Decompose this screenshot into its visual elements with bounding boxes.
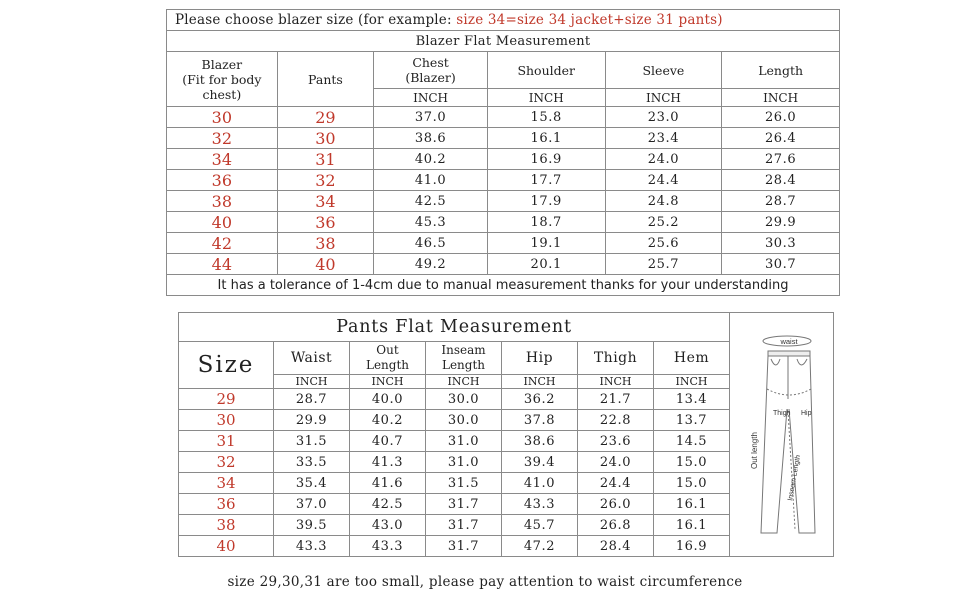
chest-value: 49.2: [374, 254, 488, 275]
pants-size: 38: [179, 515, 274, 536]
table-row: [167, 170, 840, 191]
header-inseam-length: Inseam Length: [426, 342, 502, 375]
hem-value: 14.5: [654, 431, 730, 452]
inseam-value: 31.7: [426, 515, 502, 536]
length-value: 27.6: [722, 149, 840, 170]
pants-size: 34: [277, 191, 374, 212]
tolerance-note: It has a tolerance of 1-4cm due to manual measurement thanks for your understanding: [167, 275, 840, 296]
thigh-value: 24.0: [578, 452, 654, 473]
shoulder-value: 20.1: [487, 254, 605, 275]
hip-value: 47.2: [502, 536, 578, 557]
thigh-value: 24.4: [578, 473, 654, 494]
header-sleeve: Sleeve: [605, 52, 722, 89]
thigh-value: 21.7: [578, 389, 654, 410]
out-length-value: 43.3: [350, 536, 426, 557]
hip-value: 36.2: [502, 389, 578, 410]
pants-size: 38: [277, 233, 374, 254]
hip-value: 41.0: [502, 473, 578, 494]
chest-value: 45.3: [374, 212, 488, 233]
table-row: [167, 149, 840, 170]
unit-chest: INCH: [374, 89, 488, 107]
unit-inseam-length: INCH: [426, 375, 502, 389]
thigh-value: 26.8: [578, 515, 654, 536]
thigh-value: 22.8: [578, 410, 654, 431]
waist-value: 28.7: [274, 389, 350, 410]
out-length-value: 41.6: [350, 473, 426, 494]
unit-sleeve: INCH: [605, 89, 722, 107]
sleeve-value: 24.8: [605, 191, 722, 212]
shoulder-value: 16.1: [487, 128, 605, 149]
header-hip: Hip: [502, 342, 578, 375]
pants-size-table: [178, 312, 834, 557]
pants-size: 30: [277, 128, 374, 149]
waist-value: 29.9: [274, 410, 350, 431]
pants-size: 29: [277, 107, 374, 128]
sleeve-value: 23.4: [605, 128, 722, 149]
chest-value: 41.0: [374, 170, 488, 191]
length-value: 28.4: [722, 170, 840, 191]
pants-size: 40: [277, 254, 374, 275]
length-value: 26.4: [722, 128, 840, 149]
hip-value: 45.7: [502, 515, 578, 536]
out-length-value: 41.3: [350, 452, 426, 473]
blazer-size: 44: [167, 254, 278, 275]
table-row: [167, 128, 840, 149]
pants-size: 40: [179, 536, 274, 557]
size-example: size 34=size 34 jacket+size 31 pants): [456, 12, 723, 28]
waist-warning-note: size 29,30,31 are too small, please pay attention to waist circumference: [227, 574, 743, 590]
pants-size: 36: [179, 494, 274, 515]
shoulder-value: 19.1: [487, 233, 605, 254]
unit-shoulder: INCH: [487, 89, 605, 107]
chest-value: 38.6: [374, 128, 488, 149]
shoulder-value: 18.7: [487, 212, 605, 233]
hem-value: 16.1: [654, 515, 730, 536]
blazer-size: 42: [167, 233, 278, 254]
unit-hem: INCH: [654, 375, 730, 389]
sleeve-value: 24.0: [605, 149, 722, 170]
header-shoulder: Shoulder: [487, 52, 605, 89]
hem-value: 16.9: [654, 536, 730, 557]
hem-value: 13.4: [654, 389, 730, 410]
inseam-value: 30.0: [426, 389, 502, 410]
unit-waist: INCH: [274, 375, 350, 389]
out-length-value: 40.0: [350, 389, 426, 410]
unit-out-length: INCH: [350, 375, 426, 389]
waist-value: 37.0: [274, 494, 350, 515]
blazer-size: 36: [167, 170, 278, 191]
blazer-size: 38: [167, 191, 278, 212]
hip-line: [767, 389, 811, 395]
sleeve-value: 23.0: [605, 107, 722, 128]
header-size: Size: [179, 342, 274, 389]
header-out-length: Out Length: [350, 342, 426, 375]
inseam-value: 31.7: [426, 494, 502, 515]
length-value: 30.3: [722, 233, 840, 254]
thigh-value: 26.0: [578, 494, 654, 515]
chest-value: 46.5: [374, 233, 488, 254]
pants-size: 34: [179, 473, 274, 494]
header-thigh: Thigh: [578, 342, 654, 375]
pants-size: 32: [179, 452, 274, 473]
inseam-value: 31.5: [426, 473, 502, 494]
length-value: 29.9: [722, 212, 840, 233]
diagram-thigh-label: Thigh: [772, 409, 791, 417]
blazer-size: 32: [167, 128, 278, 149]
blazer-subtitle: Blazer Flat Measurement: [167, 31, 840, 52]
pants-size: 29: [179, 389, 274, 410]
pants-diagram: [730, 313, 834, 557]
length-value: 26.0: [722, 107, 840, 128]
pants-diagram-illustration: [731, 329, 833, 541]
hem-value: 15.0: [654, 473, 730, 494]
blazer-size: 34: [167, 149, 278, 170]
out-length-value: 40.2: [350, 410, 426, 431]
chest-value: 37.0: [374, 107, 488, 128]
hip-value: 39.4: [502, 452, 578, 473]
left-leg-outline: [761, 356, 787, 533]
blazer-table-title: Please choose blazer size (for example: size 34=size 34 jacket+size 31 pants): [167, 10, 840, 31]
hem-value: 15.0: [654, 452, 730, 473]
hip-value: 38.6: [502, 431, 578, 452]
sleeve-value: 25.7: [605, 254, 722, 275]
waist-value: 33.5: [274, 452, 350, 473]
chest-value: 40.2: [374, 149, 488, 170]
pants-size: 30: [179, 410, 274, 431]
shoulder-value: 17.9: [487, 191, 605, 212]
table-row: [167, 233, 840, 254]
unit-length: INCH: [722, 89, 840, 107]
hip-value: 43.3: [502, 494, 578, 515]
header-chest: Chest (Blazer): [374, 52, 488, 89]
pants-table-title: Pants Flat Measurement: [179, 313, 730, 342]
chest-value: 42.5: [374, 191, 488, 212]
inseam-value: 30.0: [426, 410, 502, 431]
table-row: [167, 212, 840, 233]
sleeve-value: 25.6: [605, 233, 722, 254]
inseam-value: 31.0: [426, 452, 502, 473]
diagram-out-length-label: Out length: [749, 431, 759, 469]
header-hem: Hem: [654, 342, 730, 375]
pants-size: 32: [277, 170, 374, 191]
blazer-size: 30: [167, 107, 278, 128]
blazer-size: 40: [167, 212, 278, 233]
waist-value: 43.3: [274, 536, 350, 557]
pants-size: 31: [277, 149, 374, 170]
header-blazer-size: Blazer (Fit for body chest): [167, 52, 278, 107]
out-length-value: 42.5: [350, 494, 426, 515]
hem-value: 13.7: [654, 410, 730, 431]
thigh-value: 28.4: [578, 536, 654, 557]
pants-size: 36: [277, 212, 374, 233]
unit-hip: INCH: [502, 375, 578, 389]
diagram-waist-label: waist: [779, 336, 798, 346]
header-pants-size: Pants: [277, 52, 374, 107]
inseam-value: 31.7: [426, 536, 502, 557]
shoulder-value: 15.8: [487, 107, 605, 128]
diagram-inseam-label: Inseam Length: [786, 454, 802, 501]
waist-value: 31.5: [274, 431, 350, 452]
sleeve-value: 25.2: [605, 212, 722, 233]
blazer-size-table: [166, 9, 840, 296]
out-length-value: 43.0: [350, 515, 426, 536]
hip-value: 37.8: [502, 410, 578, 431]
length-value: 28.7: [722, 191, 840, 212]
hem-value: 16.1: [654, 494, 730, 515]
out-length-value: 40.7: [350, 431, 426, 452]
table-row: [167, 254, 840, 275]
pants-size: 31: [179, 431, 274, 452]
unit-thigh: INCH: [578, 375, 654, 389]
length-value: 30.7: [722, 254, 840, 275]
shoulder-value: 16.9: [487, 149, 605, 170]
sleeve-value: 24.4: [605, 170, 722, 191]
thigh-value: 23.6: [578, 431, 654, 452]
waist-value: 35.4: [274, 473, 350, 494]
waist-value: 39.5: [274, 515, 350, 536]
right-leg-outline: [786, 356, 815, 533]
header-waist: Waist: [274, 342, 350, 375]
shoulder-value: 17.7: [487, 170, 605, 191]
table-row: [167, 191, 840, 212]
header-length: Length: [722, 52, 840, 89]
inseam-value: 31.0: [426, 431, 502, 452]
table-row: [167, 107, 840, 128]
diagram-hip-label: Hip: [800, 409, 812, 417]
